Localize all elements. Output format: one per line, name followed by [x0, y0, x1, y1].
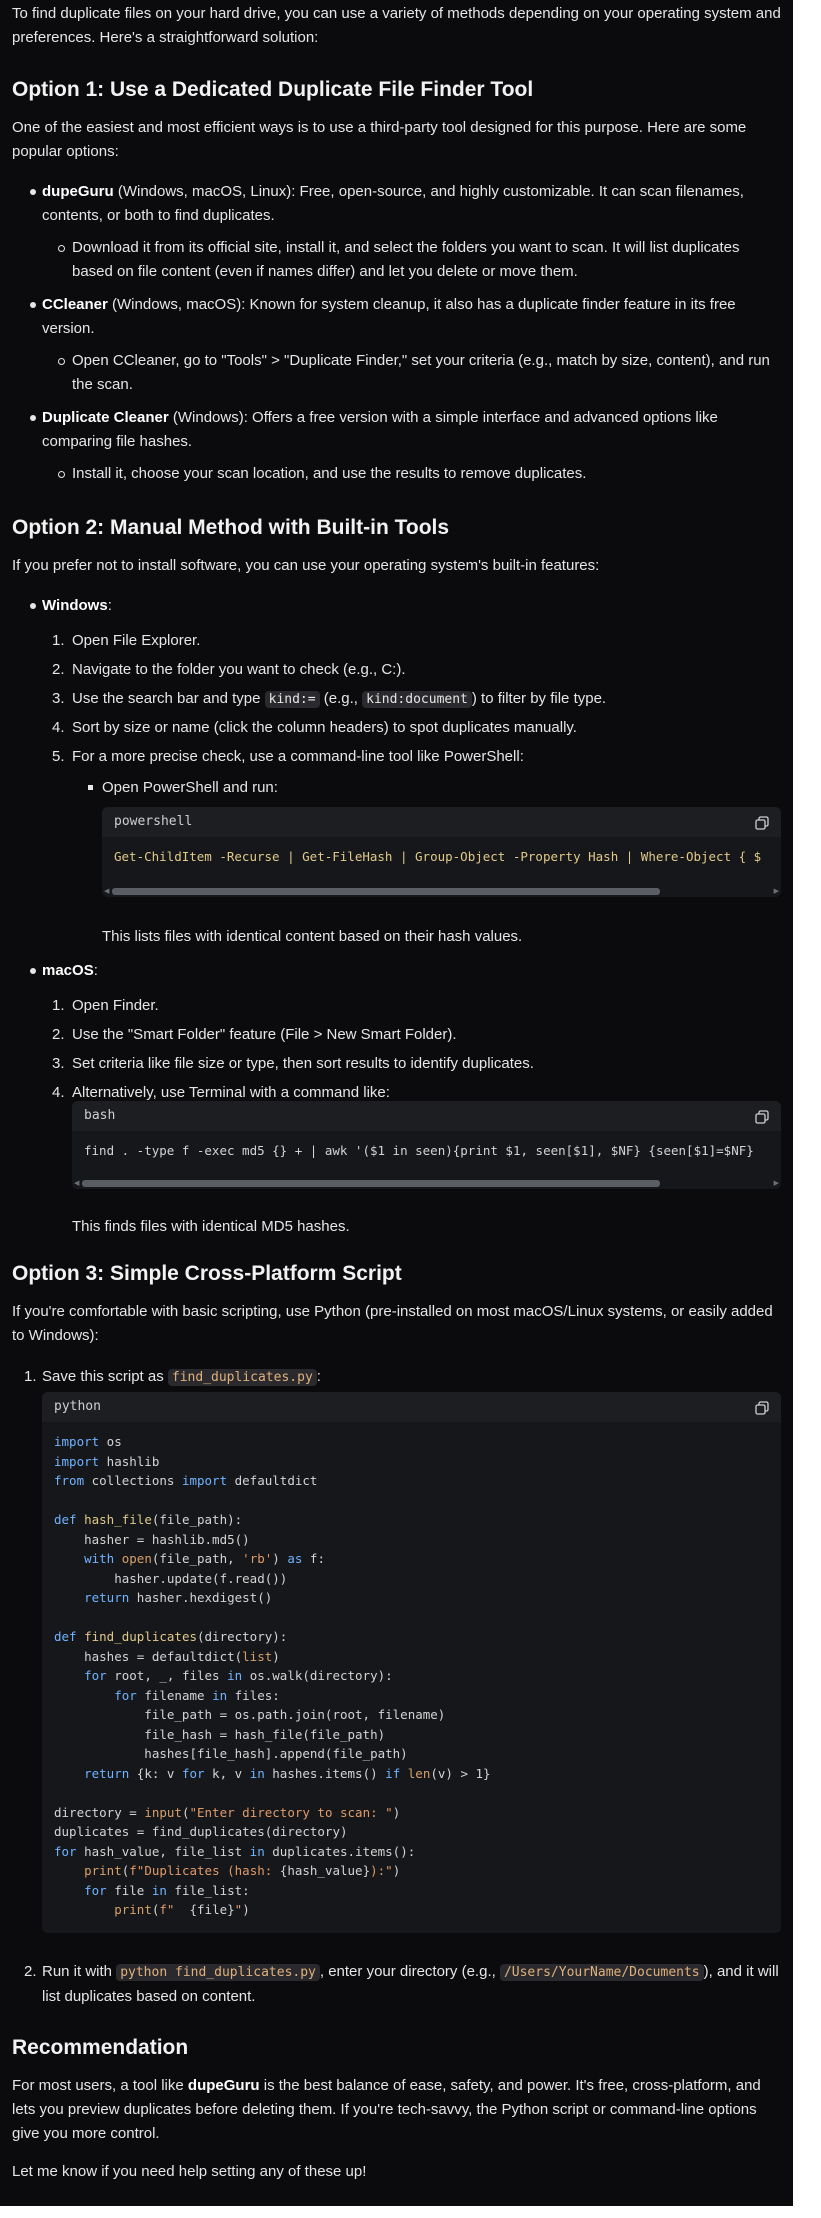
tool-dupeguru-sub: Download it from its official site, install it, and select the folders you want to scan. It will list duplicates based on file content (even if names differ) and let you delete or move them.	[72, 239, 740, 280]
bullet	[30, 415, 36, 421]
horizontal-scrollbar[interactable]: ◀ ▶	[102, 885, 781, 897]
script-step-2: 2.	[24, 1963, 37, 1980]
code-header	[102, 807, 781, 837]
sub-bullet	[88, 785, 93, 790]
code-header	[42, 1392, 781, 1422]
copy-icon[interactable]	[755, 1110, 769, 1124]
tool-duplicate-cleaner-sub: Install it, choose your scan location, and use the results to remove duplicates.	[72, 465, 587, 482]
bash-code: find . -type f -exec md5 {} + | awk '($1 in seen){print $1, seen[$1], $NF} {seen[$1]=$NF}	[72, 1131, 781, 1177]
mac-step-2: 2.	[52, 1026, 65, 1043]
recommendation-text: For most users, a tool like dupeGuru is the best balance of ease, safety, and power. It's free, cross-platform, and lets you preview duplicates before deleting them. If you're tech-savvy, the Python script or command-line options give you more control.	[12, 2077, 761, 2142]
windows-step-5-text: For a more precise check, use a command-line tool like PowerShell:	[72, 748, 524, 765]
outro-text: Let me know if you need help setting any of these up!	[12, 2163, 367, 2180]
mac-step-1-text: Open Finder.	[72, 997, 159, 1014]
code-header	[72, 1101, 781, 1131]
tool-ccleaner: CCleaner (Windows, macOS): Known for system cleanup, it also has a duplicate finder feature in its free version.	[42, 296, 736, 337]
tool-dupeguru: dupeGuru (Windows, macOS, Linux): Free, open-source, and highly customizable. It can scan filenames, contents, or both to find duplicates.	[42, 183, 744, 224]
script-step-2-text: Run it with python find_duplicates.py , enter your directory (e.g., /Users/YourName/Documents ), and it will list duplicates based on content.	[42, 1963, 779, 2005]
windows-step-4: 4.	[52, 719, 65, 736]
code-language-label: bash	[84, 1108, 116, 1123]
bullet	[30, 302, 36, 308]
sub-bullet	[58, 358, 65, 365]
powershell-code: Get-ChildItem -Recurse | Get-FileHash | Group-Object -Property Hash | Where-Object { $	[102, 837, 781, 885]
windows-step-3-text: Use the search bar and type kind:= (e.g., kind:document ) to filter by file type.	[72, 690, 607, 707]
tool-duplicate-cleaner: Duplicate Cleaner (Windows): Offers a free version with a simple interface and advanced options like comparing file hashes.	[42, 409, 718, 450]
powershell-after: This lists files with identical content based on their hash values.	[102, 928, 523, 945]
mac-step-4-text: Alternatively, use Terminal with a command like:	[72, 1084, 390, 1101]
python-code-block	[42, 1392, 781, 1933]
scrollbar-thumb[interactable]	[112, 888, 660, 895]
horizontal-scrollbar[interactable]: ◀ ▶	[72, 1177, 781, 1189]
option1-desc: One of the easiest and most efficient ways is to use a third-party tool designed for this purpose. Here are some popular options:	[12, 119, 747, 160]
code-language-label: python	[54, 1399, 101, 1414]
option3-heading: Option 3: Simple Cross-Platform Script	[12, 1262, 402, 1285]
option2-desc: If you prefer not to install software, you can use your operating system's built-in features:	[12, 557, 600, 574]
sub-bullet	[58, 471, 65, 478]
intro-text: To find duplicate files on your hard drive, you can use a variety of methods depending on your operating system and preferences. Here's a straightforward solution:	[12, 5, 781, 46]
windows-step-1-text: Open File Explorer.	[72, 632, 201, 649]
mac-step-4: 4.	[52, 1084, 65, 1101]
mac-step-1: 1.	[52, 997, 65, 1014]
powershell-intro: Open PowerShell and run:	[102, 779, 278, 796]
mac-step-2-text: Use the "Smart Folder" feature (File > New Smart Folder).	[72, 1026, 457, 1043]
windows-step-3: 3.	[52, 690, 65, 707]
recommendation-heading: Recommendation	[12, 2036, 189, 2059]
windows-step-2-text: Navigate to the folder you want to check (e.g., C:).	[72, 661, 406, 678]
tool-ccleaner-sub: Open CCleaner, go to "Tools" > "Duplicate Finder," set your criteria (e.g., match by size, content), and run the scan.	[72, 352, 770, 393]
windows-step-2: 2.	[52, 661, 65, 678]
code-language-label: powershell	[114, 814, 193, 829]
python-code: import os import hashlib from collections import defaultdict def hash_file(file_path): hasher = hashlib.md5() with open(file_path, 'rb') as f: hasher.update(f.read()) return hasher.hexdigest() def find_duplicates(directory): hashes = defaultdict(list) for root, _, files in os.walk(directory): for filename in files: file_path = os.path.join(root, filename) file_hash = hash_file(file_path) hashes[file_hash].append(file_path) return {k: v for k, v in hashes.items() if len(v) > 1} directory = input("Enter directory to scan: ") duplicates = find_duplicates(directory) for hash_value, file_list in duplicates.items(): print(f"Duplicates (hash: {hash_value}):") for file in file_list: print(f" {file}")	[42, 1422, 781, 1933]
bullet	[30, 189, 36, 195]
copy-icon[interactable]	[755, 1401, 769, 1415]
windows-step-5: 5.	[52, 748, 65, 765]
windows-step-1: 1.	[52, 632, 65, 649]
windows-step-4-text: Sort by size or name (click the column headers) to spot duplicates manually.	[72, 719, 577, 736]
option1-heading: Option 1: Use a Dedicated Duplicate File Finder Tool	[12, 78, 534, 101]
option2-heading: Option 2: Manual Method with Built-in Tools	[12, 516, 450, 539]
mac-step-3-text: Set criteria like file size or type, then sort results to identify duplicates.	[72, 1055, 534, 1072]
macos-label: macOS:	[42, 962, 98, 979]
mac-step-3: 3.	[52, 1055, 65, 1072]
powershell-code-block	[102, 807, 781, 897]
windows-label: Windows:	[42, 597, 112, 614]
option3-desc: If you're comfortable with basic scripting, use Python (pre-installed on most macOS/Linux systems, or easily added to Windows):	[12, 1303, 773, 1344]
bullet	[30, 968, 36, 974]
copy-icon[interactable]	[755, 816, 769, 830]
bash-after: This finds files with identical MD5 hashes.	[72, 1218, 350, 1235]
bullet	[30, 603, 36, 609]
script-step-1-text: Save this script as find_duplicates.py :	[42, 1368, 321, 1385]
scrollbar-thumb[interactable]	[82, 1180, 660, 1187]
script-step-1: 1.	[24, 1368, 37, 1385]
sub-bullet	[58, 245, 65, 252]
bash-code-block	[72, 1101, 781, 1189]
